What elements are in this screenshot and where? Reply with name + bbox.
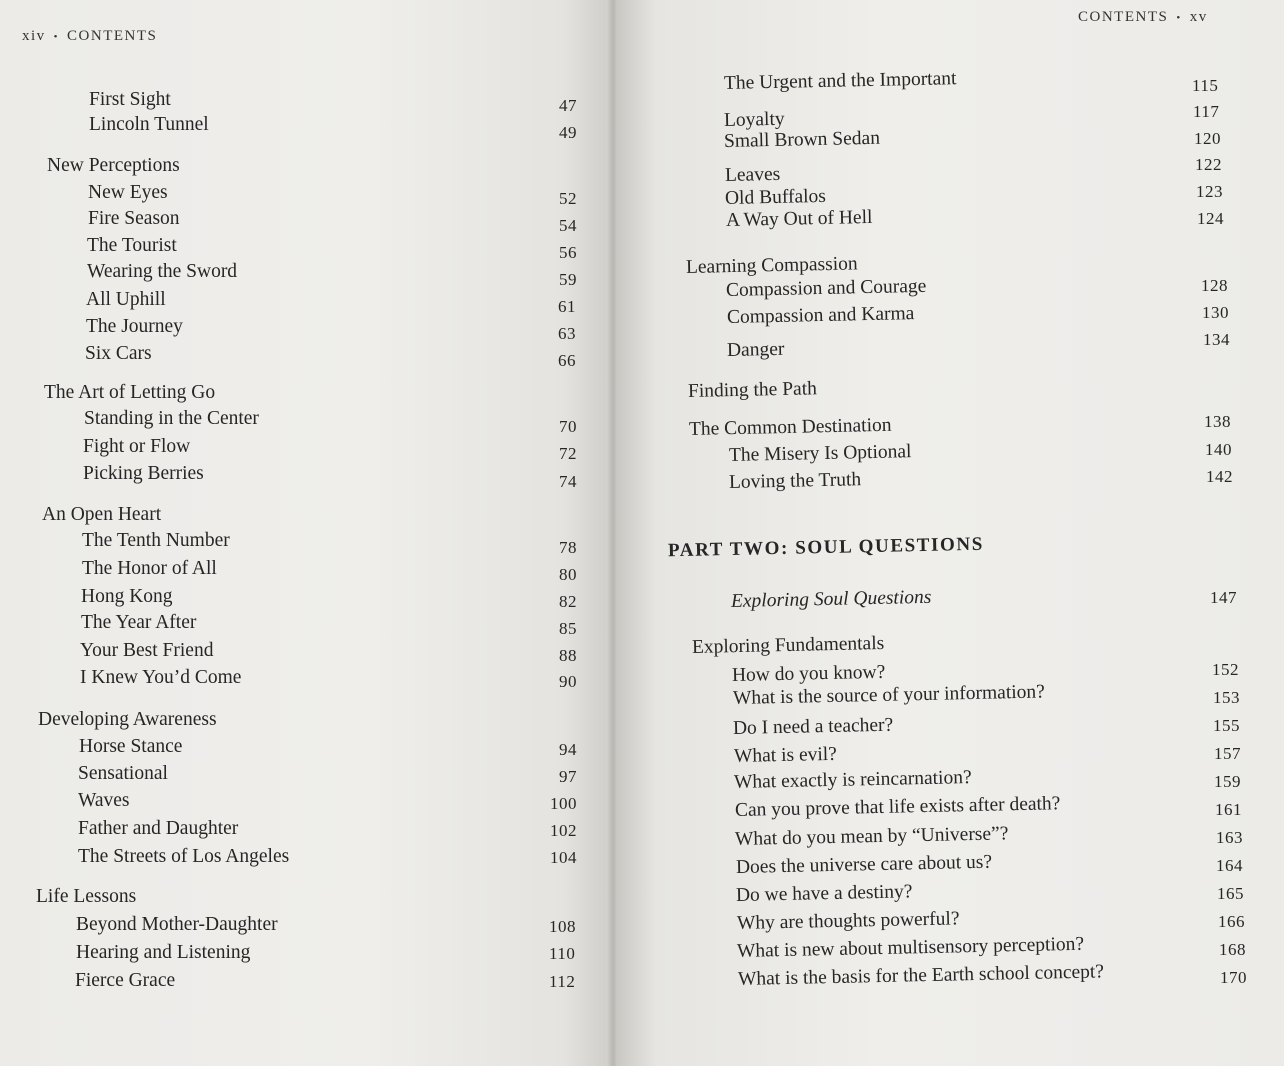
toc-page-number: 47	[559, 96, 577, 115]
left-page	[0, 0, 612, 1066]
toc-entry-title: Father and Daughter	[78, 818, 239, 839]
toc-page-number: 117	[1193, 102, 1220, 121]
toc-page-number: 170	[1220, 968, 1247, 987]
toc-page-number: 56	[559, 243, 577, 262]
toc-page-number: 147	[1210, 588, 1237, 607]
toc-page-number: 108	[549, 917, 576, 936]
toc-entry-title: Can you prove that life exists after death?	[734, 793, 1061, 821]
toc-entry-title: Fight or Flow	[83, 436, 191, 457]
toc-page-number: 54	[559, 216, 577, 235]
toc-entry-title: Danger	[726, 338, 785, 361]
right-page	[616, 0, 1284, 1066]
toc-entry-title: The Honor of All	[82, 558, 217, 579]
toc-entry-title: Sensational	[78, 763, 168, 784]
toc-entry-title: Your Best Friend	[80, 640, 214, 661]
toc-entry-title: Horse Stance	[79, 736, 183, 757]
toc-entry-title: Leaves	[724, 163, 781, 186]
toc-page-number: 82	[559, 592, 577, 611]
toc-entry-title: Loving the Truth	[728, 469, 862, 493]
toc-page-number: 78	[559, 538, 577, 557]
toc-entry-title: The Urgent and the Important	[723, 68, 957, 94]
toc-page-number: 104	[550, 848, 577, 867]
toc-page-number: 122	[1195, 155, 1222, 174]
toc-entry-title: Fierce Grace	[75, 970, 176, 991]
toc-entry-title: I Knew You’d Come	[80, 667, 242, 688]
toc-entry-title: Loyalty	[723, 108, 785, 131]
toc-entry-title: What is the source of your information?	[732, 681, 1046, 709]
toc-entry-title: Small Brown Sedan	[723, 127, 881, 152]
toc-entry-title: What is evil?	[733, 743, 838, 767]
toc-entry-title: Exploring Soul Questions	[730, 586, 932, 612]
section-title: Developing Awareness	[38, 709, 217, 730]
toc-entry-title: The Year After	[81, 612, 197, 633]
toc-entry-title: Old Buffalos	[724, 185, 827, 209]
toc-entry-title: Beyond Mother-Daughter	[76, 914, 278, 935]
separator-dot: •	[1176, 12, 1182, 24]
right-folio: xv	[1189, 9, 1208, 25]
toc-entry-title: Standing in the Center	[84, 408, 259, 429]
toc-page-number: 124	[1197, 209, 1224, 228]
toc-page-number: 80	[559, 565, 577, 584]
toc-page-number: 138	[1204, 412, 1231, 431]
toc-page-number: 94	[559, 740, 577, 759]
toc-entry-title: The Tenth Number	[82, 530, 230, 551]
toc-entry-title: First Sight	[89, 89, 171, 110]
toc-page-number: 120	[1194, 129, 1221, 148]
toc-page-number: 159	[1214, 772, 1241, 791]
toc-page-number: 97	[559, 767, 577, 786]
toc-page-number: 102	[550, 821, 577, 840]
toc-entry-title: What is the basis for the Earth school concept?	[737, 961, 1105, 990]
toc-page-number: 164	[1216, 856, 1243, 875]
toc-entry-title: Compassion and Courage	[725, 275, 927, 301]
right-running-head	[1078, 9, 1208, 26]
toc-page-number: 115	[1192, 76, 1219, 95]
toc-entry-title: Do I need a teacher?	[732, 714, 894, 739]
toc-entry-title: New Eyes	[88, 182, 168, 203]
separator-dot: •	[53, 31, 60, 43]
toc-page-number: 63	[558, 324, 576, 343]
toc-page-number: 130	[1202, 303, 1229, 322]
toc-page-number: 59	[559, 270, 577, 289]
toc-entry-title: Why are thoughts powerful?	[736, 908, 960, 934]
toc-entry-title: Hearing and Listening	[76, 942, 251, 963]
toc-entry-title: All Uphill	[86, 289, 166, 310]
toc-entry-title: Waves	[78, 790, 130, 811]
section-title: Finding the Path	[687, 378, 818, 402]
toc-entry-title: Six Cars	[85, 343, 152, 364]
toc-entry-title: The Misery Is Optional	[728, 441, 912, 466]
toc-page-number: 128	[1201, 276, 1228, 295]
toc-page-number: 110	[549, 944, 576, 963]
toc-page-number: 72	[559, 444, 577, 463]
toc-page-number: 140	[1205, 440, 1232, 459]
toc-entry-title: The Streets of Los Angeles	[78, 846, 290, 867]
part-heading: PART TWO: SOUL QUESTIONS	[667, 533, 985, 562]
toc-page-number: 168	[1219, 940, 1246, 959]
toc-page-number: 100	[550, 794, 577, 813]
toc-page-number: 85	[559, 619, 577, 638]
toc-entry-title: What is new about multisensory perception?	[736, 933, 1085, 962]
toc-entry-title: Wearing the Sword	[87, 261, 238, 282]
toc-entry-title: A Way Out of Hell	[725, 206, 873, 231]
toc-page-number: 161	[1215, 800, 1242, 819]
toc-page-number: 166	[1218, 912, 1245, 931]
toc-page-number: 74	[559, 472, 577, 491]
toc-entry-title: Hong Kong	[81, 586, 173, 607]
toc-entry-title: How do you know?	[731, 661, 886, 686]
section-title: New Perceptions	[47, 155, 180, 176]
toc-page-number: 152	[1212, 660, 1239, 679]
left-running-title: CONTENTS	[67, 28, 158, 44]
section-title: An Open Heart	[42, 504, 162, 525]
section-title: The Art of Letting Go	[44, 382, 216, 403]
toc-page-number: 163	[1216, 828, 1243, 847]
toc-page-number: 70	[559, 417, 577, 436]
section-title: Learning Compassion	[685, 253, 858, 278]
toc-page-number: 165	[1217, 884, 1244, 903]
toc-page-number: 52	[559, 189, 577, 208]
toc-page-number: 134	[1203, 330, 1230, 349]
toc-page-number: 112	[549, 972, 576, 991]
toc-entry-title: Do we have a destiny?	[735, 881, 913, 906]
toc-page-number: 88	[559, 646, 577, 665]
left-folio: xiv	[22, 28, 46, 44]
toc-page-number: 123	[1196, 182, 1223, 201]
toc-entry-title: Does the universe care about us?	[735, 851, 993, 878]
toc-entry-title: Picking Berries	[83, 463, 204, 484]
toc-page-number: 66	[558, 351, 576, 370]
left-running-head	[22, 28, 157, 45]
toc-entry-title: Fire Season	[88, 208, 180, 229]
right-running-title: CONTENTS	[1078, 9, 1169, 25]
toc-entry-title: The Journey	[86, 316, 183, 337]
toc-entry-title: What exactly is reincarnation?	[733, 767, 972, 793]
toc-page-number: 157	[1214, 744, 1241, 763]
section-title: Life Lessons	[36, 886, 137, 907]
toc-page-number: 90	[559, 672, 577, 691]
toc-entry-title: The Tourist	[87, 235, 177, 256]
toc-entry-title: What do you mean by “Universe”?	[734, 823, 1009, 850]
toc-page-number: 153	[1213, 688, 1240, 707]
toc-page-number: 155	[1213, 716, 1240, 735]
toc-page-number: 61	[558, 297, 576, 316]
toc-entry-title: Compassion and Karma	[726, 303, 915, 328]
toc-page-number: 49	[559, 123, 577, 142]
toc-entry-title: The Common Destination	[688, 414, 892, 440]
toc-entry-title: Lincoln Tunnel	[89, 114, 209, 135]
section-title: Exploring Fundamentals	[691, 632, 885, 658]
toc-page-number: 142	[1206, 467, 1233, 486]
